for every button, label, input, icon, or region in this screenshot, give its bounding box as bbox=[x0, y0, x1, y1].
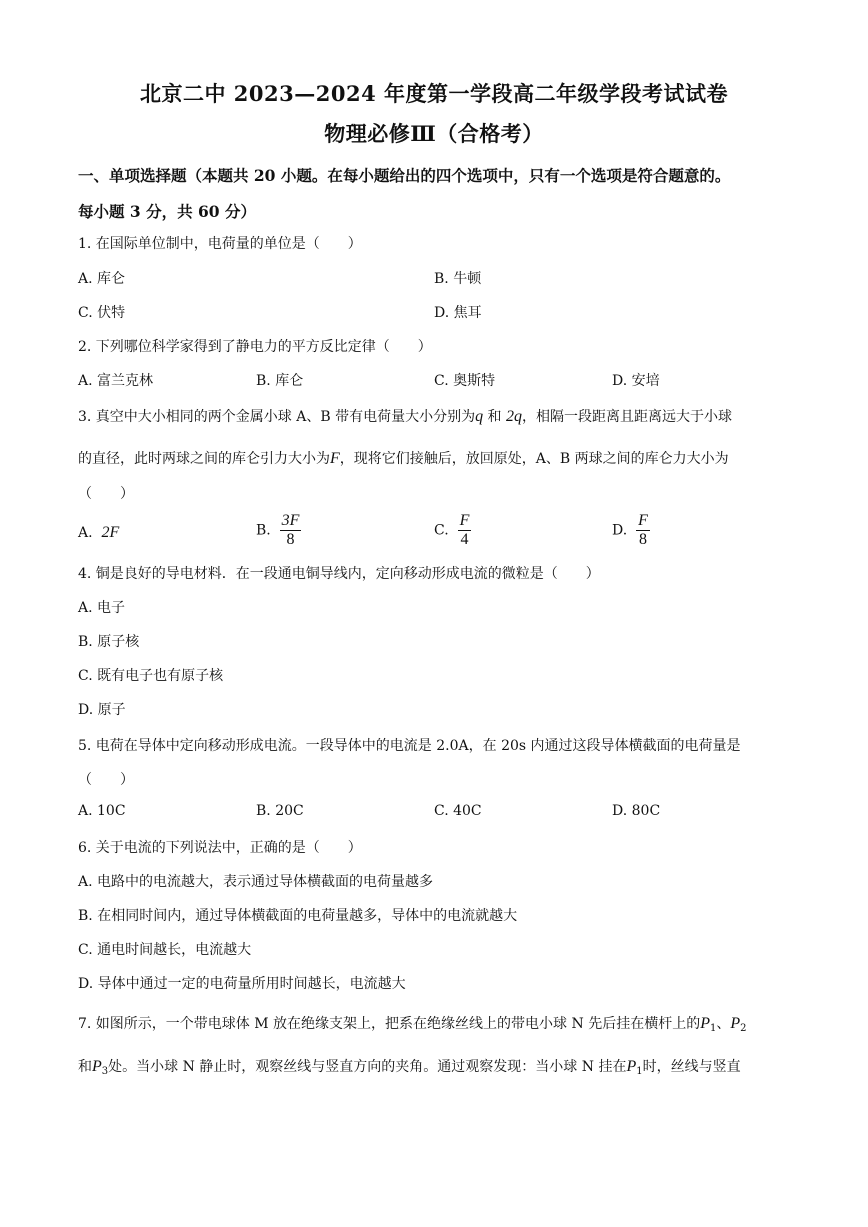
q3-option-c-numerator: F bbox=[459, 512, 470, 529]
q5-paren: （ ） bbox=[78, 772, 134, 788]
q3-option-b-label: B. bbox=[256, 522, 271, 539]
q5-stem: 5. 电荷在导体中定向移动形成电流。一段导体中的电流是 2.0A，在 20s 内通过这段导体横截面的电荷量是 bbox=[78, 738, 741, 754]
q3-option-a-value: 2F bbox=[101, 524, 120, 541]
q7-sep: 、 bbox=[716, 1016, 731, 1032]
q7-stem-line2 bbox=[78, 1056, 741, 1077]
q3-option-b-numerator: 3F bbox=[281, 512, 300, 529]
q7-line2-end: 时，丝线与竖直 bbox=[642, 1059, 741, 1075]
q2-option-b: B. 库仑 bbox=[256, 373, 304, 389]
q6-stem: 6. 关于电流的下列说法中，正确的是（ ） bbox=[78, 840, 362, 856]
q7-p2-sub: 2 bbox=[740, 1023, 747, 1034]
q3-option-d-fraction bbox=[636, 512, 650, 549]
q3-option-a bbox=[78, 524, 119, 542]
q3-and: 和 bbox=[483, 409, 507, 425]
q4-stem: 4. 铜是良好的导电材料．在一段通电铜导线内，定向移动形成电流的微粒是（ ） bbox=[78, 566, 600, 582]
q7-p1-sub: 1 bbox=[709, 1023, 717, 1034]
q5-option-d: D. 80C bbox=[612, 803, 661, 819]
q3-option-b bbox=[256, 512, 301, 549]
q6-option-a: A. 电路中的电流越大，表示通过导体横截面的电荷量越多 bbox=[78, 874, 434, 890]
q3-option-d bbox=[612, 512, 650, 549]
section-heading-line1: 一、单项选择题（本题共 20 小题。在每小题给出的四个选项中，只有一个选项是符合题意的。 bbox=[78, 166, 731, 185]
q2-option-a: A. 富兰克林 bbox=[78, 373, 154, 389]
q3-option-c-denominator: 4 bbox=[460, 531, 469, 548]
q3-line2-part2: ，现将它们接触后，放回原处，A、B 两球之间的库仑力大小为 bbox=[339, 451, 729, 467]
q1-option-c: C. 伏特 bbox=[78, 305, 126, 321]
q6-option-c: C. 通电时间越长，电流越大 bbox=[78, 942, 252, 958]
q7-p2: P bbox=[730, 1015, 741, 1032]
q7-p1b: P bbox=[626, 1058, 637, 1075]
q3-force-f: F bbox=[330, 450, 340, 467]
section-heading-line2: 每小题 3 分，共 60 分） bbox=[78, 202, 256, 221]
q2-option-d: D. 安培 bbox=[612, 373, 660, 389]
q4-option-a: A. 电子 bbox=[78, 600, 126, 616]
exam-title: 北京二中 2023—2024 年度第一学段高二年级学段考试试卷 bbox=[139, 81, 728, 106]
q7-p1b-sub: 1 bbox=[636, 1066, 643, 1077]
q3-charge-2q: 2q bbox=[506, 408, 523, 425]
q3-option-b-fraction bbox=[280, 512, 302, 549]
exam-subtitle: 物理必修Ⅲ（合格考） bbox=[324, 121, 544, 146]
q3-stem-part2: ，相隔一段距离且距离远大于小球 bbox=[522, 409, 733, 425]
q4-option-b: B. 原子核 bbox=[78, 634, 140, 650]
q3-stem-line2 bbox=[78, 448, 729, 468]
q1-option-b: B. 牛顿 bbox=[434, 271, 482, 287]
q7-line2-mid: 处。当小球 N 静止时，观察丝线与竖直方向的夹角。通过观察发现：当小球 N 挂在 bbox=[108, 1059, 627, 1075]
q2-stem: 2. 下列哪位科学家得到了静电力的平方反比定律（ ） bbox=[78, 339, 432, 355]
q7-stem-line1 bbox=[78, 1013, 747, 1034]
q7-line1-text: 7. 如图所示，一个带电球体 M 放在绝缘支架上，把系在绝缘丝线上的带电小球 N 先后挂在横杆上的 bbox=[78, 1016, 701, 1032]
q3-stem-part1: 3. 真空中大小相同的两个金属小球 A、B 带有电荷量大小分别为 bbox=[78, 409, 476, 425]
q7-p3-sub: 3 bbox=[101, 1066, 109, 1077]
q3-stem-line1 bbox=[78, 406, 732, 426]
q4-option-c: C. 既有电子也有原子核 bbox=[78, 668, 224, 684]
q3-charge-q: q bbox=[475, 408, 484, 425]
q3-option-c-label: C. bbox=[434, 522, 449, 539]
q3-line2-part1: 的直径，此时两球之间的库仑引力大小为 bbox=[78, 451, 330, 467]
q5-option-b: B. 20C bbox=[256, 803, 304, 819]
q3-option-b-denominator: 8 bbox=[286, 531, 295, 548]
q3-option-d-denominator: 8 bbox=[638, 531, 647, 548]
q3-paren: （ ） bbox=[78, 486, 134, 502]
q1-option-a: A. 库仑 bbox=[78, 271, 126, 287]
q3-option-d-label: D. bbox=[612, 522, 628, 539]
q5-option-c: C. 40C bbox=[434, 803, 482, 819]
q4-option-d: D. 原子 bbox=[78, 702, 126, 718]
q7-p3: P bbox=[92, 1058, 102, 1075]
q5-option-a: A. 10C bbox=[78, 803, 126, 819]
q2-option-c: C. 奥斯特 bbox=[434, 373, 496, 389]
q3-option-d-numerator: F bbox=[638, 512, 648, 529]
q1-option-d: D. 焦耳 bbox=[434, 305, 482, 321]
q7-p1: P bbox=[700, 1015, 710, 1032]
q3-option-c-fraction bbox=[458, 512, 472, 549]
q6-option-d: D. 导体中通过一定的电荷量所用时间越长，电流越大 bbox=[78, 976, 406, 992]
section-heading bbox=[78, 158, 798, 230]
q3-option-c bbox=[434, 512, 471, 549]
q3-option-a-label: A. bbox=[78, 525, 93, 541]
q1-stem: 1. 在国际单位制中，电荷量的单位是（ ） bbox=[78, 236, 362, 252]
q6-option-b: B. 在相同时间内，通过导体横截面的电荷量越多，导体中的电流就越大 bbox=[78, 908, 518, 924]
q7-and: 和 bbox=[78, 1059, 92, 1075]
